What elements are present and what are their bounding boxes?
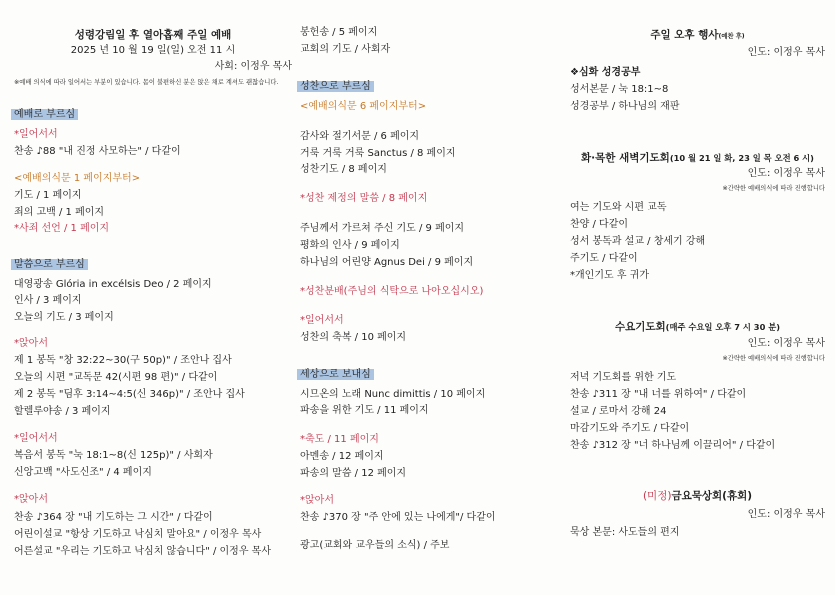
order-item: 광고(교회와 교우들의 소식) / 주보	[300, 540, 450, 551]
afternoon-suffix: (예찬 후)	[718, 33, 745, 40]
order-item: 찬송 ♪364 장 "내 기도하는 그 시간" / 다같이	[14, 512, 213, 523]
order-item: 제 2 봉독 "딤후 3:14~4:5(신 346p)" / 조안나 집사	[14, 389, 245, 400]
event-item: 성서본문 / 눅 18:1~8	[570, 84, 669, 95]
event-item: 찬양 / 다같이	[570, 219, 629, 230]
rubric-sit: *앉아서	[14, 338, 48, 349]
order-item: 제 1 봉독 "창 32:22~30(구 50p)" / 조안나 집사	[14, 355, 232, 366]
wednesday-heading	[570, 320, 825, 335]
friday-prefix: (미정)	[642, 490, 672, 502]
order-item: 성찬기도 / 8 페이지	[300, 164, 387, 175]
event-item: 성서 봉독과 설교 / 창세기 강해	[570, 236, 706, 247]
deep-study-heading: ❖심화 성경공부	[570, 67, 641, 78]
order-item: 주님께서 가르쳐 주신 기도 / 9 페이지	[300, 223, 465, 234]
rubric-stand: *일어서서	[14, 433, 58, 444]
event-item: 여는 기도와 시편 교독	[570, 202, 667, 213]
rubric-sit: *앉아서	[14, 494, 48, 505]
order-item: 신앙고백 "사도신조" / 4 페이지	[14, 467, 152, 478]
event-item: *개인기도 후 귀가	[570, 270, 649, 281]
event-item: 주기도 / 다같이	[570, 253, 638, 264]
order-item: 파송을 위한 기도 / 11 페이지	[300, 405, 429, 416]
order-item: 교회의 기도 / 사회자	[300, 44, 391, 55]
service-officiant: 사회: 이정우 목사	[214, 61, 292, 72]
standing-notice: ※예배 의식에 따라 일어서는 부분이 있습니다. 몸이 불편하신 분은 앉은 채로 계셔도 괜찮습니다.	[14, 79, 279, 86]
friday-heading	[570, 489, 825, 504]
order-item-standing: *축도 / 11 페이지	[300, 434, 379, 445]
rubric-sit: *앉아서	[300, 495, 334, 506]
dawn-note: ※간략한 예배의식에 따라 진행합니다	[722, 185, 825, 192]
friday-title: 금요묵상회(휴회)	[671, 490, 753, 502]
liturgy-reference: <예배의식문 6 페이지부터>	[300, 101, 427, 112]
wednesday-leader: 인도: 이정우 목사	[747, 338, 825, 349]
order-item: 복음서 봉독 "눅 18:1~8(신 125p)" / 사회자	[14, 450, 213, 461]
order-item: 거룩 거룩 거룩 Sanctus / 8 페이지	[300, 148, 456, 159]
wednesday-title: 수요기도회	[614, 321, 666, 333]
section-heading-word: 말씀으로 부르심	[11, 259, 88, 270]
friday-leader: 인도: 이정우 목사	[747, 509, 825, 520]
section-heading-sacrament: 성찬으로 부르심	[297, 81, 374, 92]
event-item: 마감기도와 주기도 / 다같이	[570, 423, 690, 434]
order-item-standing: *사죄 선언 / 1 페이지	[14, 223, 110, 234]
order-item: 찬송 ♪370 장 "주 안에 있는 나에게"/ 다같이	[300, 512, 496, 523]
section-heading-sending: 세상으로 보내심	[297, 369, 374, 380]
order-item-standing: *성찬분배(주님의 식탁으로 나아오십시오)	[300, 286, 484, 297]
dawn-time: (10 월 21 일 화, 23 일 목 오전 6 시)	[669, 153, 814, 163]
rubric-stand: *일어서서	[14, 129, 58, 140]
order-item: 하나님의 어린양 Agnus Dei / 9 페이지	[300, 257, 474, 268]
service-title: 성령강림일 후 열아홉째 주일 예배	[74, 29, 232, 41]
event-item: 저녁 기도회를 위한 기도	[570, 372, 677, 383]
event-item: 성경공부 / 하나님의 재판	[570, 101, 680, 112]
order-item: 오늘의 기도 / 3 페이지	[14, 312, 114, 323]
event-item: 찬송 ♪311 장 "내 너를 위하여" / 다같이	[570, 389, 747, 400]
dawn-leader: 인도: 이정우 목사	[747, 168, 825, 179]
order-item: 할렐루야송 / 3 페이지	[14, 406, 111, 417]
liturgy-reference: <예배의식문 1 페이지부터>	[14, 173, 141, 184]
afternoon-leader: 인도: 이정우 목사	[747, 47, 825, 58]
order-item-standing: *성찬 제정의 말씀 / 8 페이지	[300, 193, 428, 204]
order-item: 찬송 ♪88 "내 진정 사모하는" / 다같이	[14, 146, 181, 157]
dawn-title: 화·목한 새벽기도회	[581, 152, 670, 164]
order-item: 봉헌송 / 5 페이지	[300, 27, 378, 38]
order-item: 시므온의 노래 Nunc dimittis / 10 페이지	[300, 389, 486, 400]
event-item: 묵상 본문: 사도들의 편지	[570, 527, 680, 538]
afternoon-title: 주일 오후 행사	[650, 29, 719, 41]
event-item: 찬송 ♪312 장 "너 하나님께 이끌리어" / 다같이	[570, 440, 776, 451]
order-item: 기도 / 1 페이지	[14, 190, 82, 201]
order-item: 파송의 말씀 / 12 페이지	[300, 468, 407, 479]
order-item: 어른설교 "우리는 기도하고 낙심치 않습니다" / 이정우 목사	[14, 546, 271, 557]
rubric-stand: *일어서서	[300, 315, 344, 326]
order-item: 오늘의 시편 "교독문 42(시편 98 편)" / 다같이	[14, 372, 218, 383]
event-item: 설교 / 로마서 강해 24	[570, 406, 667, 417]
order-item: 죄의 고백 / 1 페이지	[14, 207, 105, 218]
order-item: 대영광송 Glória in excélsis Deo / 2 페이지	[14, 279, 212, 290]
order-item: 어린이설교 "항상 기도하고 낙심치 말아요" / 이정우 목사	[14, 529, 262, 540]
order-item: 감사와 절기서문 / 6 페이지	[300, 131, 420, 142]
dawn-heading	[570, 151, 825, 166]
afternoon-heading	[570, 28, 825, 44]
order-item: 평화의 인사 / 9 페이지	[300, 240, 400, 251]
service-datetime: 2025 년 10 월 19 일(일) 오전 11 시	[70, 45, 236, 56]
order-item: 인사 / 3 페이지	[14, 295, 82, 306]
section-heading-entry: 예배로 부르심	[11, 109, 78, 120]
wednesday-note: ※간략한 예배의식에 따라 진행합니다	[722, 355, 825, 362]
order-item: 성찬의 축복 / 10 페이지	[300, 332, 407, 343]
wednesday-time: (매주 수요일 오후 7 시 30 분)	[665, 322, 781, 332]
order-item: 아멘송 / 12 페이지	[300, 451, 384, 462]
